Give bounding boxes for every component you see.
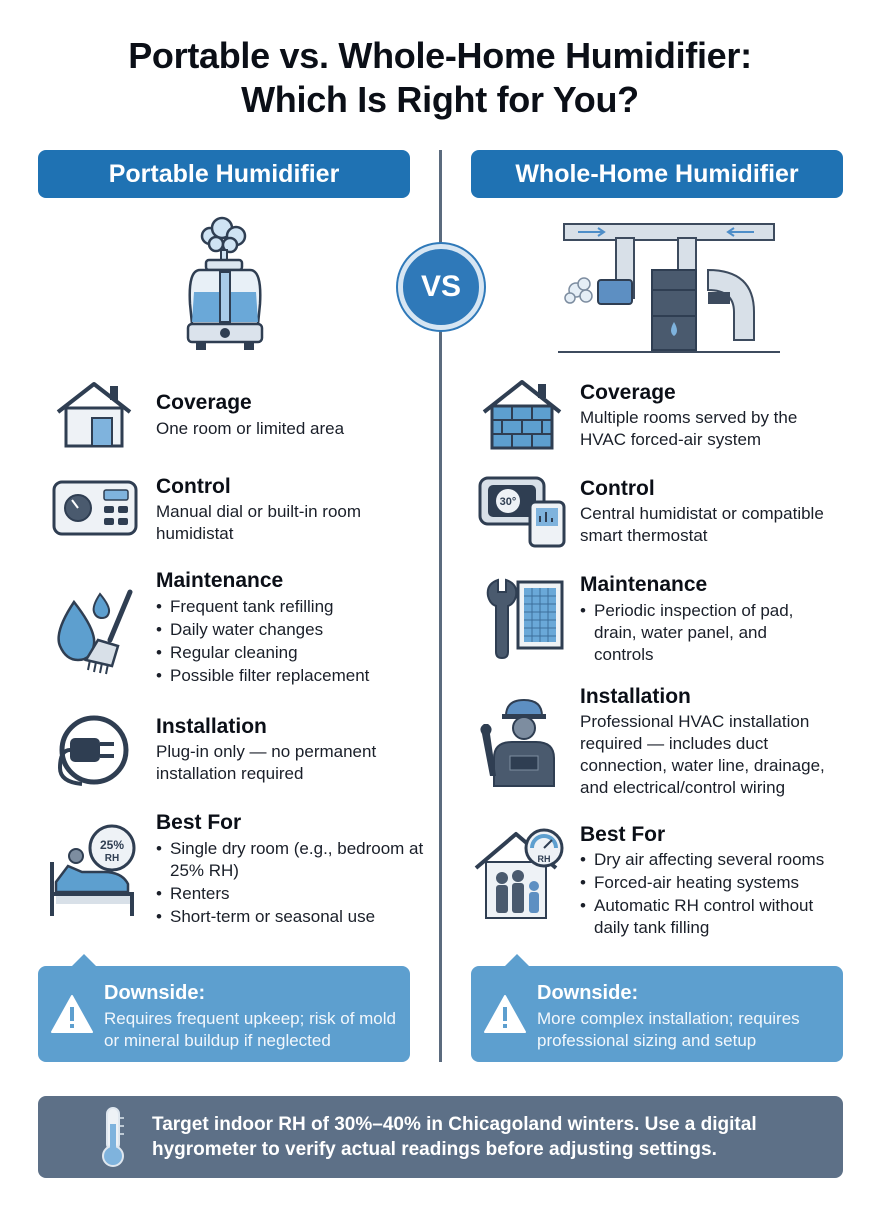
best-for-heading: Best For xyxy=(580,823,666,846)
control-heading: Control xyxy=(580,477,655,500)
house-brick-icon xyxy=(480,378,564,450)
footer-tip-banner xyxy=(38,1096,843,1178)
installation-heading: Installation xyxy=(156,715,267,738)
thermostat-display: 30° xyxy=(499,496,517,508)
control-heading: Control xyxy=(156,475,231,498)
gauge-value: 25% xyxy=(99,838,125,852)
hvac-system-icon xyxy=(558,216,780,360)
whole-home-header: Whole-Home Humidifier xyxy=(471,150,843,198)
list-item: • Periodic inspection of pad, drain, water panel, and controls xyxy=(580,600,830,666)
downside-text: More complex installation; requires professional sizing and setup xyxy=(537,1009,800,1050)
house-icon xyxy=(52,378,136,450)
list-item: • Frequent tank refilling xyxy=(156,596,436,618)
maintenance-list xyxy=(156,596,436,688)
installation-text: Plug-in only — no permanent installation required xyxy=(156,742,377,783)
callout-notch xyxy=(503,954,531,968)
maintenance-list xyxy=(580,600,830,667)
coverage-text: One room or limited area xyxy=(156,419,345,438)
warning-icon xyxy=(50,994,94,1034)
maintenance-heading: Maintenance xyxy=(156,569,284,592)
family-house-icon xyxy=(472,822,568,924)
wrench-filter-icon xyxy=(484,576,568,662)
gauge-unit: RH xyxy=(537,854,551,864)
vs-badge: VS xyxy=(398,244,484,330)
control-panel-icon xyxy=(52,476,138,540)
list-item: • Renters xyxy=(156,883,436,905)
downside-text: Requires frequent upkeep; risk of mold or mineral buildup if neglected xyxy=(104,1009,396,1050)
best-for-heading: Best For xyxy=(156,811,242,834)
portable-humidifier-icon xyxy=(180,214,270,356)
water-drop-brush-icon xyxy=(52,584,136,688)
gauge-unit: RH xyxy=(104,853,120,864)
thermometer-icon xyxy=(98,1106,128,1168)
control-text: Manual dial or built-in room humidistat xyxy=(156,502,362,543)
footer-text: Target indoor RH of 30%–40% in Chicagoland winters. Use a digital hygrometer to verify actual readings before adjusting settings. xyxy=(152,1114,757,1160)
coverage-text: Multiple rooms served by the HVAC forced-air system xyxy=(580,408,798,449)
technician-icon xyxy=(476,694,566,794)
page-title xyxy=(0,34,880,122)
warning-icon xyxy=(483,994,527,1034)
installation-heading: Installation xyxy=(580,685,691,708)
list-item: • Short-term or seasonal use xyxy=(156,906,436,928)
downside-heading: Downside: xyxy=(104,982,206,1004)
list-item: • Single dry room (e.g., bedroom at 25% RH) xyxy=(156,838,436,882)
best-for-list xyxy=(580,849,842,940)
portable-downside-panel xyxy=(38,966,410,1062)
bedroom-icon xyxy=(48,822,138,932)
portable-header: Portable Humidifier xyxy=(38,150,410,198)
plug-icon xyxy=(52,712,136,788)
whole-home-downside-panel xyxy=(471,966,843,1062)
list-item: • Daily water changes xyxy=(156,619,436,641)
list-item: • Dry air affecting several rooms xyxy=(580,849,842,871)
list-item: • Forced-air heating systems xyxy=(580,872,842,894)
title-line-1: Portable vs. Whole-Home Humidifier: xyxy=(128,35,752,76)
list-item: • Possible filter replacement xyxy=(156,665,436,687)
downside-heading: Downside: xyxy=(537,982,639,1004)
installation-text: Professional HVAC installation required — includes duct connection, water line, drainage, and electrical/control wiring xyxy=(580,712,825,797)
maintenance-heading: Maintenance xyxy=(580,573,708,596)
thermostat-icon xyxy=(478,474,568,550)
coverage-heading: Coverage xyxy=(580,381,676,404)
best-for-list xyxy=(156,838,436,929)
title-line-2: Which Is Right for You? xyxy=(241,79,639,120)
callout-notch xyxy=(70,954,98,968)
coverage-heading: Coverage xyxy=(156,391,252,414)
list-item: • Automatic RH control without daily tank filling xyxy=(580,895,842,939)
control-text: Central humidistat or compatible smart thermostat xyxy=(580,504,824,545)
list-item: • Regular cleaning xyxy=(156,642,436,664)
